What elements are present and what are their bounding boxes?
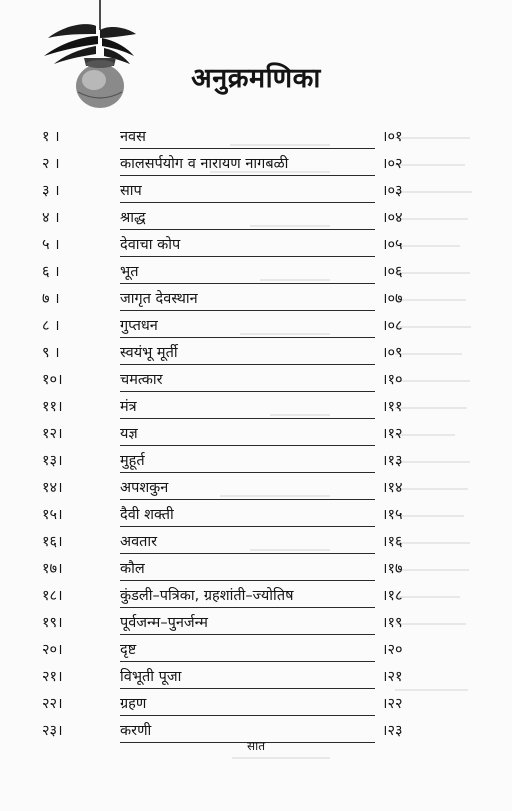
chapter-page-number: ।२० [382,642,403,658]
chapter-page-number: ।०७ [382,291,403,307]
chapter-title: कौल [120,556,375,581]
chapter-title: दृष्ट [120,637,375,662]
chapter-number: १२। [42,426,63,442]
chapter-page-number: ।१५ [382,507,403,523]
chapter-page-number: ।०२ [382,156,403,172]
chapter-number: ९ । [42,345,60,361]
toc-row [0,124,512,150]
chapter-number: ६ । [42,264,60,280]
chapter-number: १३। [42,453,63,469]
chapter-title: विभूती पूजा [120,664,375,689]
chapter-page-number: ।१७ [382,561,403,577]
toc-row [0,367,512,393]
toc-row [0,610,512,636]
chapter-title: मंत्र [120,394,375,419]
toc-row [0,340,512,366]
chapter-number: २१। [42,669,63,685]
toc-row [0,151,512,177]
chapter-page-number: ।१० [382,372,403,388]
toc-row [0,691,512,717]
chapter-page-number: ।२३ [382,723,403,739]
chapter-title: जागृत देवस्थान [120,286,375,311]
chapter-title: ग्रहण [120,691,375,716]
chapter-page-number: ।०१ [382,129,403,145]
chapter-title: करणी [120,718,375,743]
chapter-number: २ । [42,156,60,172]
chapter-title: चमत्कार [120,367,375,392]
chapter-title: दैवी शक्ती [120,502,375,527]
chapter-title: कालसर्पयोग व नारायण नागबळी [120,151,375,176]
chapter-page-number: ।१३ [382,453,403,469]
chapter-title: स्वयंभू मूर्ती [120,340,375,365]
chapter-number: ८ । [42,318,60,334]
chapter-number: १०। [42,372,63,388]
chapter-title: कुंडली–पत्रिका, ग्रहशांती–ज्योतिष [120,583,375,608]
chapter-title: अपशकुन [120,475,375,500]
toc-row [0,313,512,339]
chapter-number: १९। [42,615,63,631]
chapter-number: १४। [42,480,63,496]
page-footer: सात [246,739,266,753]
toc-row [0,664,512,690]
chapter-page-number: ।२२ [382,696,403,712]
chapter-number: १७। [42,561,63,577]
chapter-number: ५ । [42,237,60,253]
chapter-number: १ । [42,129,60,145]
chapter-page-number: ।१८ [382,588,403,604]
page-title: अनुक्रमणिका [191,63,321,94]
chapter-number: १६। [42,534,63,550]
toc-row [0,205,512,231]
chapter-number: २०। [42,642,63,658]
chapter-page-number: ।१४ [382,480,403,496]
chapter-number: १८। [42,588,63,604]
chapter-title: मुहूर्त [120,448,375,473]
chapter-number: २३। [42,723,63,739]
toc-row [0,502,512,528]
chapter-title: अवतार [120,529,375,554]
chapter-number: ११। [42,399,63,415]
chapter-number: ७ । [42,291,60,307]
toc-row [0,448,512,474]
chapter-title: भूत [120,259,375,284]
toc-row [0,529,512,555]
chapter-page-number: ।१९ [382,615,403,631]
chapter-title: देवाचा कोप [120,232,375,257]
chapter-title: गुप्तधन [120,313,375,338]
chapter-page-number: ।०८ [382,318,403,334]
chapter-page-number: ।०९ [382,345,403,361]
chapter-title: श्राद्ध [120,205,375,230]
chapter-title: नवस [120,124,375,149]
toc-row [0,394,512,420]
chapter-page-number: ।१६ [382,534,403,550]
toc-row [0,637,512,663]
chapter-page-number: ।२१ [382,669,403,685]
toc-row [0,259,512,285]
toc-row [0,583,512,609]
chapter-number: १५। [42,507,63,523]
toc-row [0,556,512,582]
chapter-number: ३ । [42,183,60,199]
toc-row [0,475,512,501]
chapter-page-number: ।११ [382,399,403,415]
chapter-number: ४ । [42,210,60,226]
toc-row [0,421,512,447]
toc-row [0,178,512,204]
chapter-page-number: ।०३ [382,183,403,199]
chapter-number: २२। [42,696,63,712]
chapter-page-number: ।१२ [382,426,403,442]
chapter-page-number: ।०५ [382,237,403,253]
toc-row [0,286,512,312]
chapter-title: पूर्वजन्म–पुनर्जन्म [120,610,375,635]
chapter-page-number: ।०४ [382,210,403,226]
chapter-title: साप [120,178,375,203]
toc-row [0,232,512,258]
chapter-title: यज्ञ [120,421,375,446]
chapter-page-number: ।०६ [382,264,403,280]
